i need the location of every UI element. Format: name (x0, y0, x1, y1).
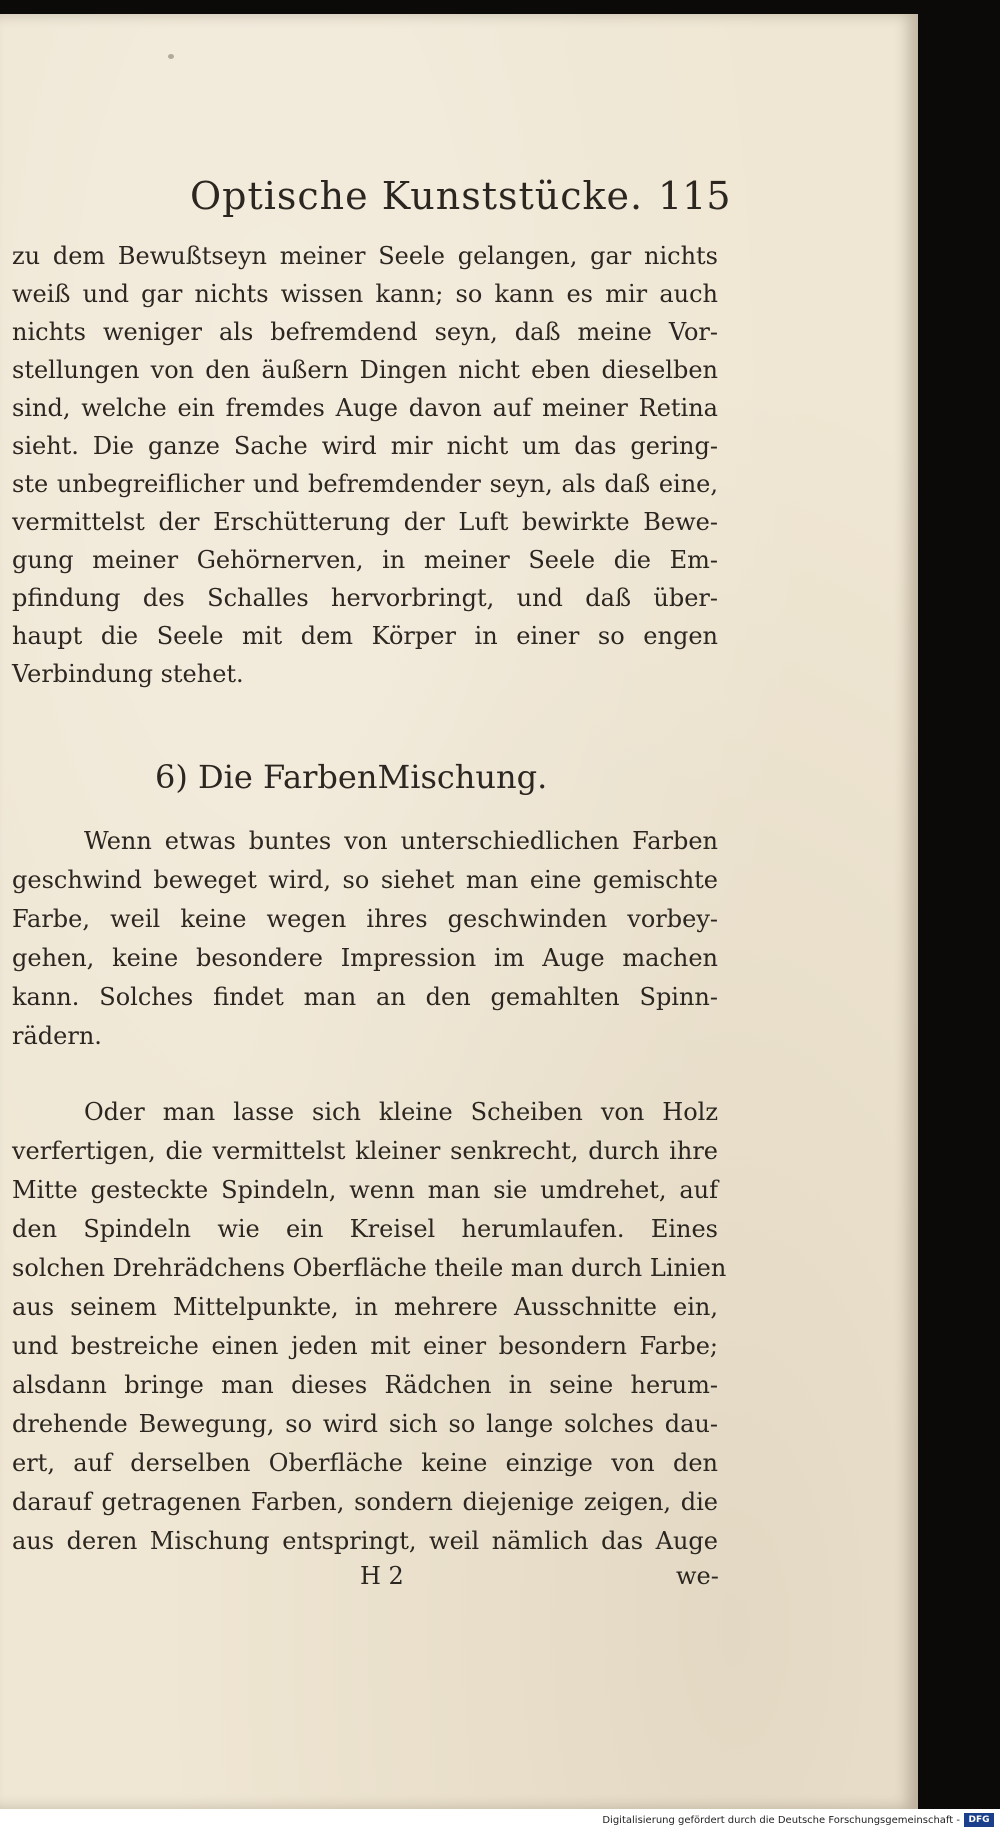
text-line: nichts weniger als befremdend seyn, daß meine Vor- (12, 318, 718, 346)
scan-border-right (918, 0, 1000, 1834)
text-line: aus deren Mischung entspringt, weil nämlich das Auge (12, 1527, 718, 1555)
text-line: den Spindeln wie ein Kreisel herumlaufen. Eines (12, 1215, 718, 1243)
catchword: we- (676, 1562, 719, 1590)
text-line: verfertigen, die vermittelst kleiner senkrecht, durch ihre (12, 1137, 718, 1165)
text-line: gehen, keine besondere Impression im Auge machen (12, 944, 718, 972)
dfg-logo: DFG (964, 1813, 994, 1827)
section-heading: 6) Die FarbenMischung. (155, 758, 548, 796)
text-line: ste unbegreiflicher und befremdender seyn, als daß eine, (12, 470, 718, 498)
text-line: kann. Solches findet man an den gemahlten Spinn- (12, 983, 718, 1011)
book-page (0, 14, 918, 1809)
text-line: vermittelst der Erschütterung der Luft bewirkte Bewe- (12, 508, 718, 536)
text-line: zu dem Bewußtseyn meiner Seele gelangen, gar nichts (12, 242, 718, 270)
text-line: Oder man lasse sich kleine Scheiben von Holz (84, 1098, 718, 1126)
text-line: solchen Drehrädchens Oberfläche theile man durch Linien (12, 1254, 727, 1282)
scan-border-top (0, 0, 1000, 14)
text-line: Farbe, weil keine wegen ihres geschwinden vorbey- (12, 905, 718, 933)
text-line: ert, auf derselben Oberfläche keine einzige von den (12, 1449, 718, 1477)
text-line: aus seinem Mittelpunkte, in mehrere Ausschnitte ein, (12, 1293, 718, 1321)
text-line: Verbindung stehet. (12, 660, 244, 688)
text-line: haupt die Seele mit dem Körper in einer so engen (12, 622, 718, 650)
text-line: Mitte gesteckte Spindeln, wenn man sie umdrehet, auf (12, 1176, 718, 1204)
text-line: rädern. (12, 1022, 102, 1050)
text-line: stellungen von den äußern Dingen nicht eben dieselben (12, 356, 718, 384)
page-number: 115 (658, 174, 731, 218)
text-line: und bestreiche einen jeden mit einer besondern Farbe; (12, 1332, 718, 1360)
text-line: weiß und gar nichts wissen kann; so kann es mir auch (12, 280, 718, 308)
text-line: drehende Bewegung, so wird sich so lange solches dau- (12, 1410, 718, 1438)
text-line: Wenn etwas buntes von unterschiedlichen Farben (84, 827, 718, 855)
text-line: pfindung des Schalles hervorbringt, und daß über- (12, 584, 718, 612)
text-line: sind, welche ein fremdes Auge davon auf meiner Retina (12, 394, 718, 422)
paper-spot (168, 54, 174, 59)
signature-mark: H 2 (360, 1562, 404, 1590)
text-line: darauf getragenen Farben, sondern diejenige zeigen, die (12, 1488, 718, 1516)
text-line: sieht. Die ganze Sache wird mir nicht um das gering- (12, 432, 718, 460)
running-head: Optische Kunststücke. (190, 174, 644, 218)
text-line: gung meiner Gehörnerven, in meiner Seele die Em- (12, 546, 718, 574)
text-line: geschwind beweget wird, so siehet man eine gemischte (12, 866, 718, 894)
digitization-credit: Digitalisierung gefördert durch die Deutsche Forschungsgemeinschaft - (602, 1815, 960, 1826)
text-line: alsdann bringe man dieses Rädchen in seine herum- (12, 1371, 718, 1399)
